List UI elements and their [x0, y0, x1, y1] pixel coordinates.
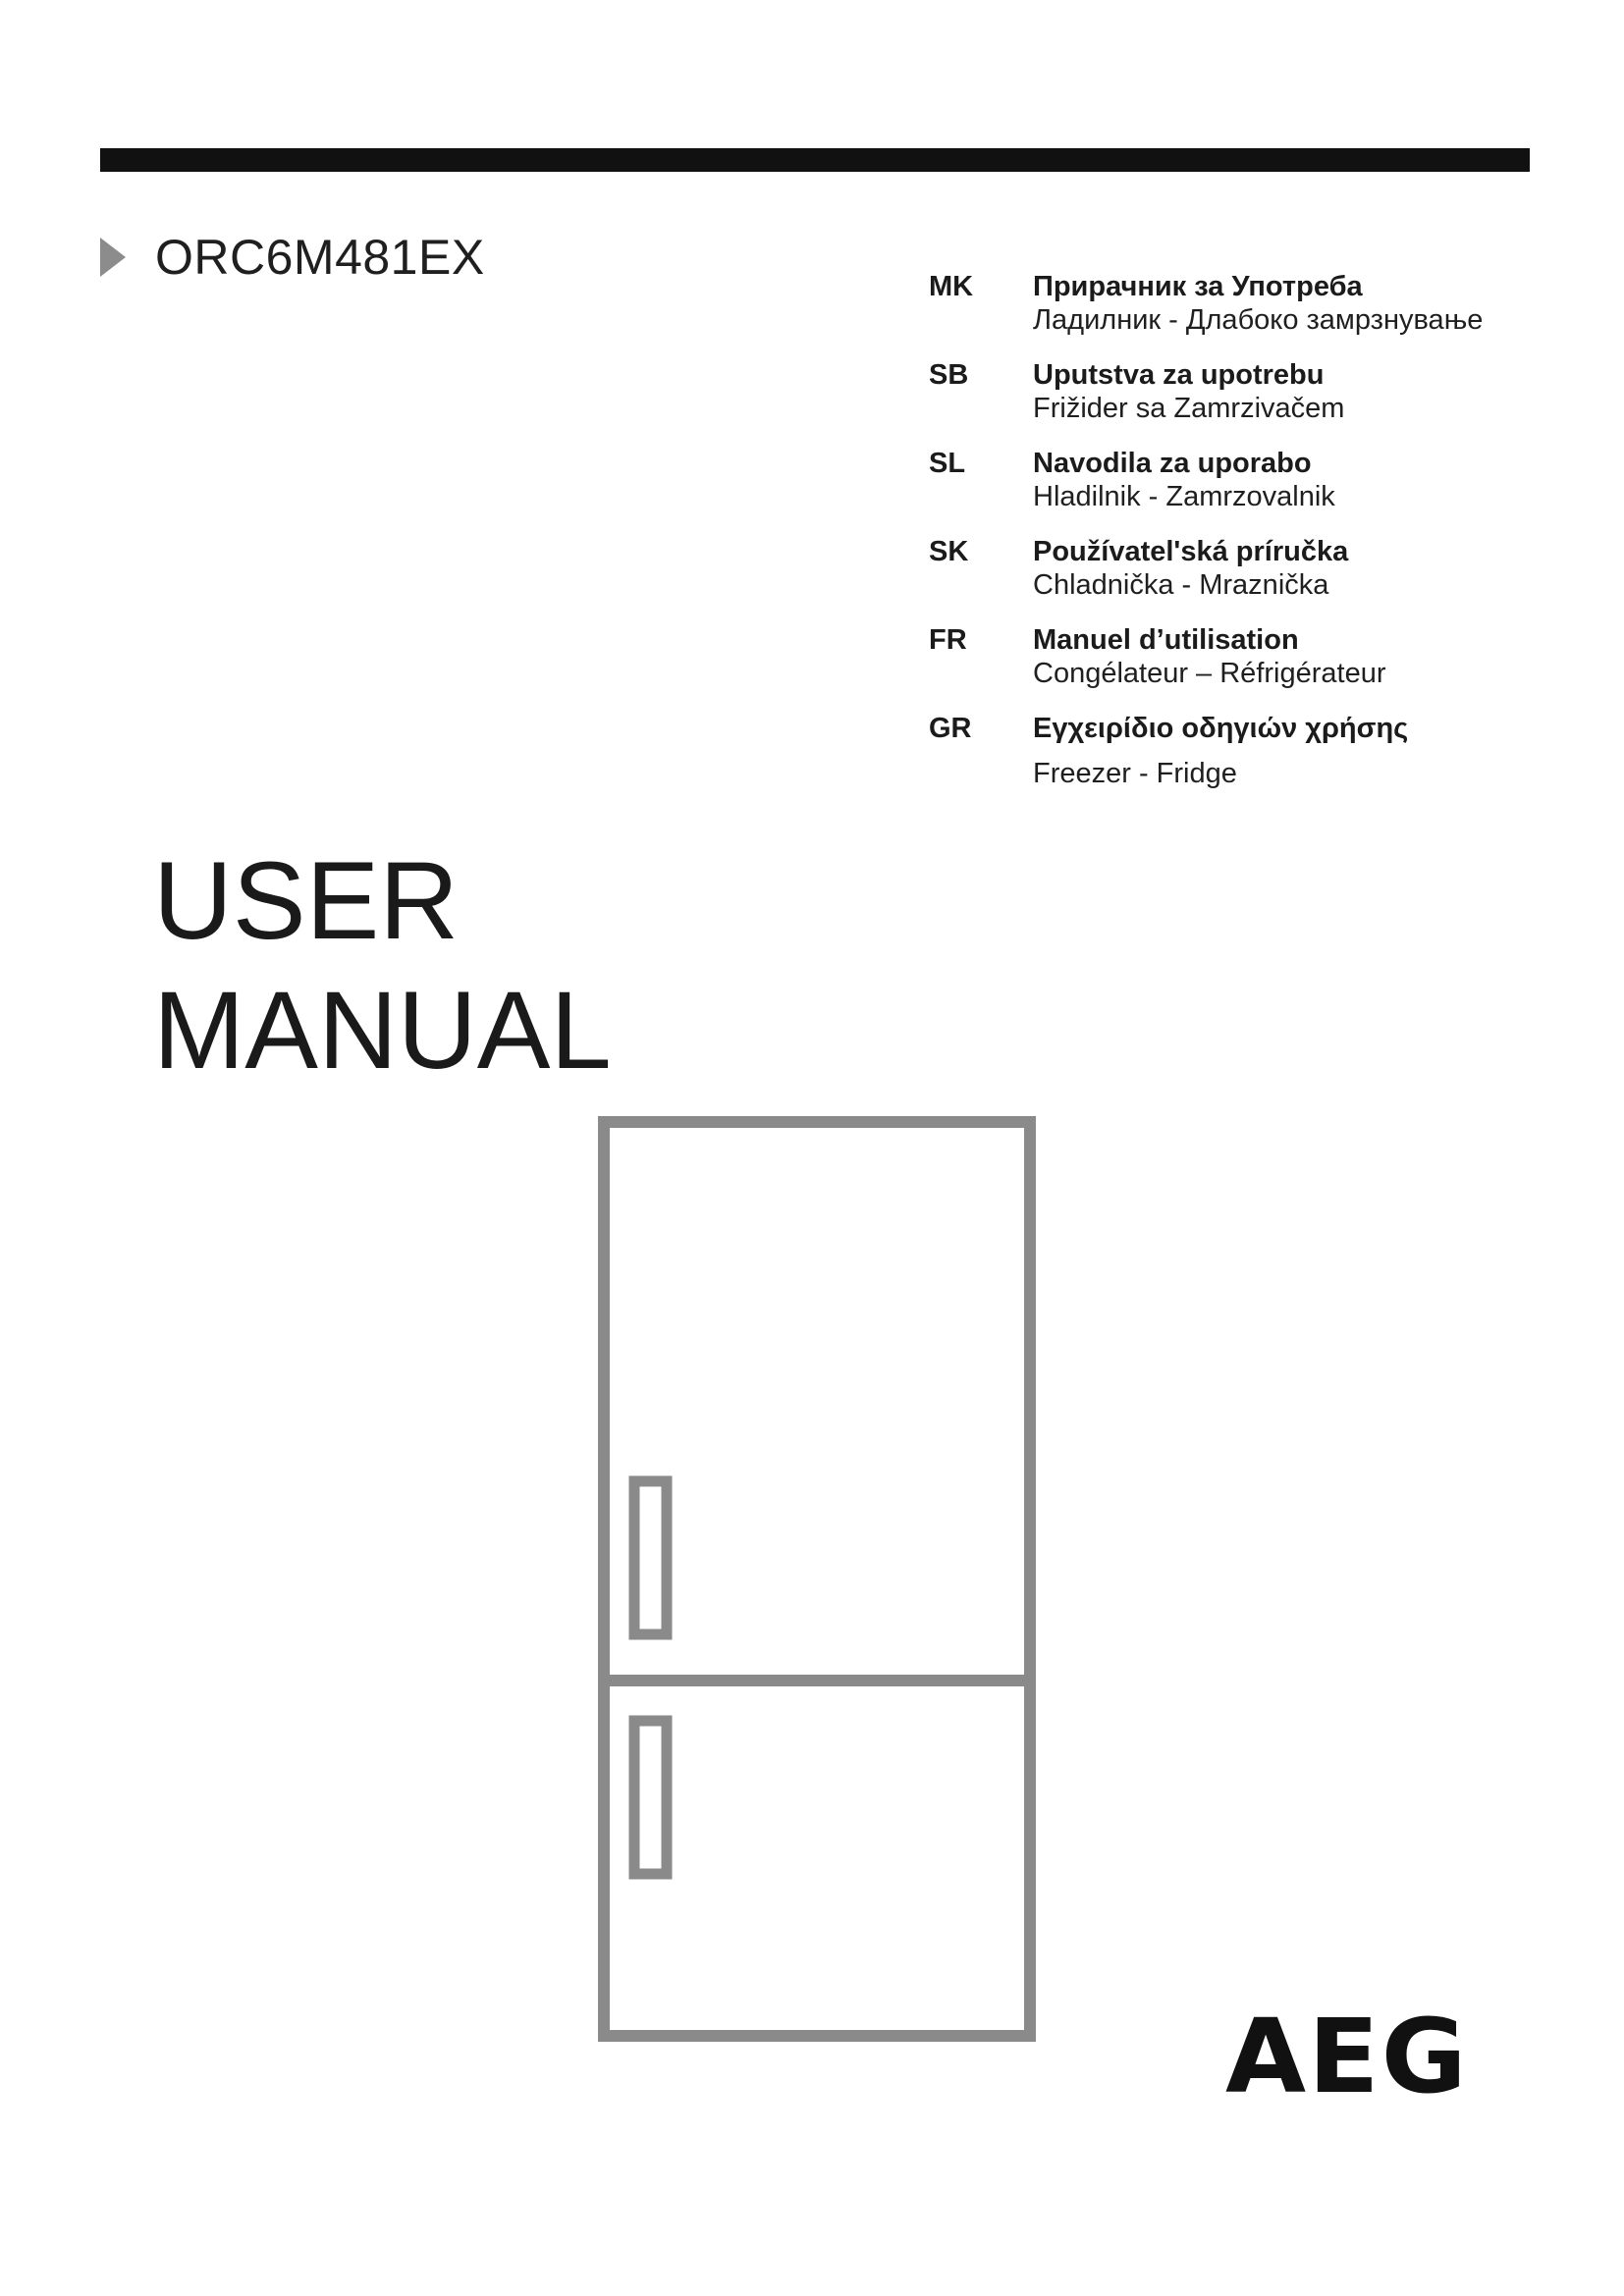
language-title: Navodila za uporabo	[1033, 448, 1312, 479]
language-entry-gr	[929, 709, 1557, 797]
aeg-logo-text: AEG	[1225, 1997, 1469, 2116]
language-entry-sl	[929, 444, 1557, 532]
language-subtitle: Congélateur – Réfrigérateur	[1033, 658, 1386, 689]
language-subtitle: Ладилник - Длабоко замрзнување	[1033, 304, 1484, 336]
heading-line-1: USER	[153, 839, 460, 962]
language-code: FR	[929, 624, 967, 656]
language-entry-sb	[929, 355, 1557, 444]
aeg-logo	[1225, 1998, 1490, 2115]
language-subtitle: Freezer - Fridge	[1033, 758, 1237, 789]
language-subtitle: Chladnička - Mraznička	[1033, 569, 1329, 601]
upper-door-handle	[634, 1481, 667, 1634]
language-entry-mk	[929, 267, 1557, 355]
user-manual-heading	[153, 836, 612, 1095]
top-rule	[100, 148, 1530, 172]
fridge-freezer-illustration	[598, 1116, 1036, 2042]
language-entry-sk	[929, 532, 1557, 620]
lower-door-handle	[634, 1721, 667, 1874]
language-subtitle: Hladilnik - Zamrzovalnik	[1033, 481, 1335, 512]
language-entry-fr	[929, 620, 1557, 709]
language-title: Používatel'ská príručka	[1033, 536, 1349, 567]
language-title: Прирачник за Употреба	[1033, 271, 1363, 302]
language-subtitle: Frižider sa Zamrzivačem	[1033, 393, 1345, 424]
heading-line-2: MANUAL	[153, 969, 612, 1092]
language-code: SK	[929, 536, 969, 567]
language-code: MK	[929, 271, 974, 302]
triangle-bullet-icon	[100, 238, 126, 277]
language-title: Εγχειρίδιο οδηγιών χρήσης	[1033, 713, 1409, 744]
language-title: Uputstva za upotrebu	[1033, 359, 1325, 391]
language-code: GR	[929, 713, 972, 744]
language-code: SL	[929, 448, 966, 479]
language-title: Manuel d’utilisation	[1033, 624, 1299, 656]
model-number: ORC6M481EX	[155, 230, 485, 285]
language-list	[929, 267, 1557, 797]
language-code: SB	[929, 359, 969, 391]
model-row	[100, 228, 485, 287]
